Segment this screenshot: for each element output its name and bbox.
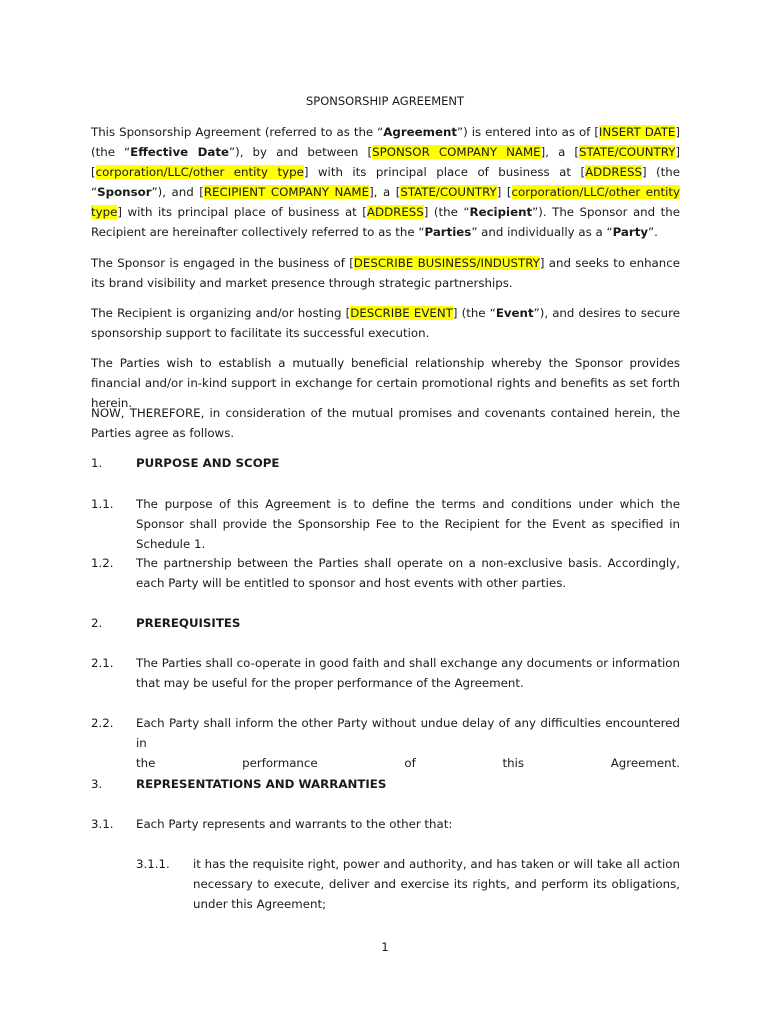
- section-heading-text: REPRESENTATIONS AND WARRANTIES: [136, 777, 387, 791]
- subclause-number: 3.1.1.: [136, 857, 170, 871]
- relationship-paragraph: The Parties wish to establish a mutually beneficial relationship whereby the Sponsor provides financial and/or in-kind support in exchange for certain promotional rights and benefits as set forth herein.: [91, 356, 680, 410]
- placeholder-recipient-company[interactable]: RECIPIENT COMPANY NAME: [203, 185, 370, 199]
- paragraph-text: The Sponsor is engaged in the business of [: [91, 256, 354, 270]
- defined-term-event: Event: [495, 306, 534, 320]
- placeholder-entity-type[interactable]: corporation/LLC/other entity type: [95, 165, 304, 179]
- paragraph-text: ] and seeks to enhance its brand visibility and market presence through strategic partnerships.: [91, 256, 680, 290]
- defined-term-parties: Parties: [424, 225, 472, 239]
- section-heading-text: PURPOSE AND SCOPE: [136, 456, 280, 470]
- intro-text: ] [: [496, 185, 512, 199]
- placeholder-state-country[interactable]: STATE/COUNTRY: [579, 145, 676, 159]
- intro-text: ”), and [: [151, 185, 204, 199]
- section-heading: [136, 774, 680, 794]
- intro-text: This Sponsorship Agreement (referred to as the “: [91, 125, 384, 139]
- clause-word: the: [136, 756, 156, 770]
- business-paragraph: [91, 253, 680, 293]
- clause-number: 2.2.: [91, 716, 114, 730]
- clause-number: 3.1.: [91, 817, 114, 831]
- intro-text: ] [: [91, 145, 681, 179]
- section-number: 3.: [91, 777, 103, 791]
- placeholder-entity-type[interactable]: corporation/LLC/other entity type: [91, 185, 680, 219]
- clause-word: this: [502, 756, 524, 770]
- intro-text: ”). The Sponsor and the Recipient are hereinafter collectively referred to as the “: [91, 205, 681, 239]
- clause-number: 2.1.: [91, 656, 114, 670]
- defined-term-recipient: Recipient: [469, 205, 533, 219]
- clause-word: of: [404, 756, 416, 770]
- clause-line: [136, 753, 680, 773]
- intro-text: ”) is entered into as of [: [457, 125, 599, 139]
- defined-term-sponsor: Sponsor: [97, 185, 152, 199]
- intro-text: ”), by and between [: [229, 145, 373, 159]
- placeholder-address[interactable]: ADDRESS: [585, 165, 642, 179]
- clause-number: 1.2.: [91, 556, 114, 570]
- section-heading: [136, 613, 680, 633]
- paragraph-text: ] (the “: [452, 306, 496, 320]
- placeholder-state-country[interactable]: STATE/COUNTRY: [400, 185, 497, 199]
- section-heading-text: PREREQUISITES: [136, 616, 241, 630]
- placeholder-insert-date[interactable]: INSERT DATE: [598, 125, 676, 139]
- defined-term-effective-date: Effective Date: [130, 145, 229, 159]
- section-number: 1.: [91, 456, 103, 470]
- clause-text: The Parties shall co-operate in good faith and shall exchange any documents or information that may be useful for the proper performance of the Agreement.: [136, 656, 680, 690]
- defined-term-party: Party: [612, 225, 649, 239]
- clause-text: [136, 713, 680, 773]
- placeholder-sponsor-company[interactable]: SPONSOR COMPANY NAME: [372, 145, 541, 159]
- clause-line: Each Party shall inform the other Party without undue delay of any difficulties encountered in: [136, 716, 680, 750]
- intro-text: ], a [: [369, 185, 401, 199]
- clause-word: performance: [242, 756, 318, 770]
- intro-text: ] (the “: [423, 205, 470, 219]
- clause-text: The purpose of this Agreement is to define the terms and conditions under which the Sponsor shall provide the Sponsorship Fee to the Recipient for the Event as specified in Schedule 1.: [136, 497, 680, 551]
- placeholder-address[interactable]: ADDRESS: [366, 205, 424, 219]
- defined-term-agreement: Agreement: [383, 125, 458, 139]
- intro-text: ] with its principal place of business at [: [303, 165, 586, 179]
- section-heading: [136, 453, 680, 473]
- clause-number: 1.1.: [91, 497, 114, 511]
- clause-text: Each Party represents and warrants to the other that:: [136, 817, 453, 831]
- intro-text: ], a [: [540, 145, 579, 159]
- intro-text: ] (the “: [91, 165, 680, 199]
- paragraph-text: The Recipient is organizing and/or hosting [: [91, 306, 351, 320]
- intro-text: ”.: [648, 225, 658, 239]
- placeholder-event[interactable]: DESCRIBE EVENT: [350, 306, 453, 320]
- clause-text: The partnership between the Parties shall operate on a non-exclusive basis. Accordingly, each Party will be entitled to sponsor and host events with other parties.: [136, 556, 680, 590]
- now-therefore-paragraph: NOW, THEREFORE, in consideration of the mutual promises and covenants contained herein, the Parties agree as follows.: [91, 406, 680, 440]
- intro-text: ] (the “: [91, 125, 680, 159]
- placeholder-business[interactable]: DESCRIBE BUSINESS/INDUSTRY: [353, 256, 540, 270]
- intro-text: ” and individually as a “: [471, 225, 613, 239]
- intro-paragraph: [91, 122, 680, 242]
- subclause-text: it has the requisite right, power and authority, and has taken or will take all action necessary to execute, deliver and exercise its rights, and perform its obligations, under this Agreement;: [193, 857, 680, 911]
- paragraph-text: ”), and desires to secure sponsorship support to facilitate its successful execution.: [91, 306, 680, 340]
- document-title: SPONSORSHIP AGREEMENT: [305, 94, 465, 108]
- intro-text: ] with its principal place of business at [: [117, 205, 367, 219]
- section-number: 2.: [91, 616, 103, 630]
- event-paragraph: [91, 303, 680, 343]
- page-number: 1: [381, 940, 389, 954]
- clause-word: Agreement.: [610, 756, 680, 770]
